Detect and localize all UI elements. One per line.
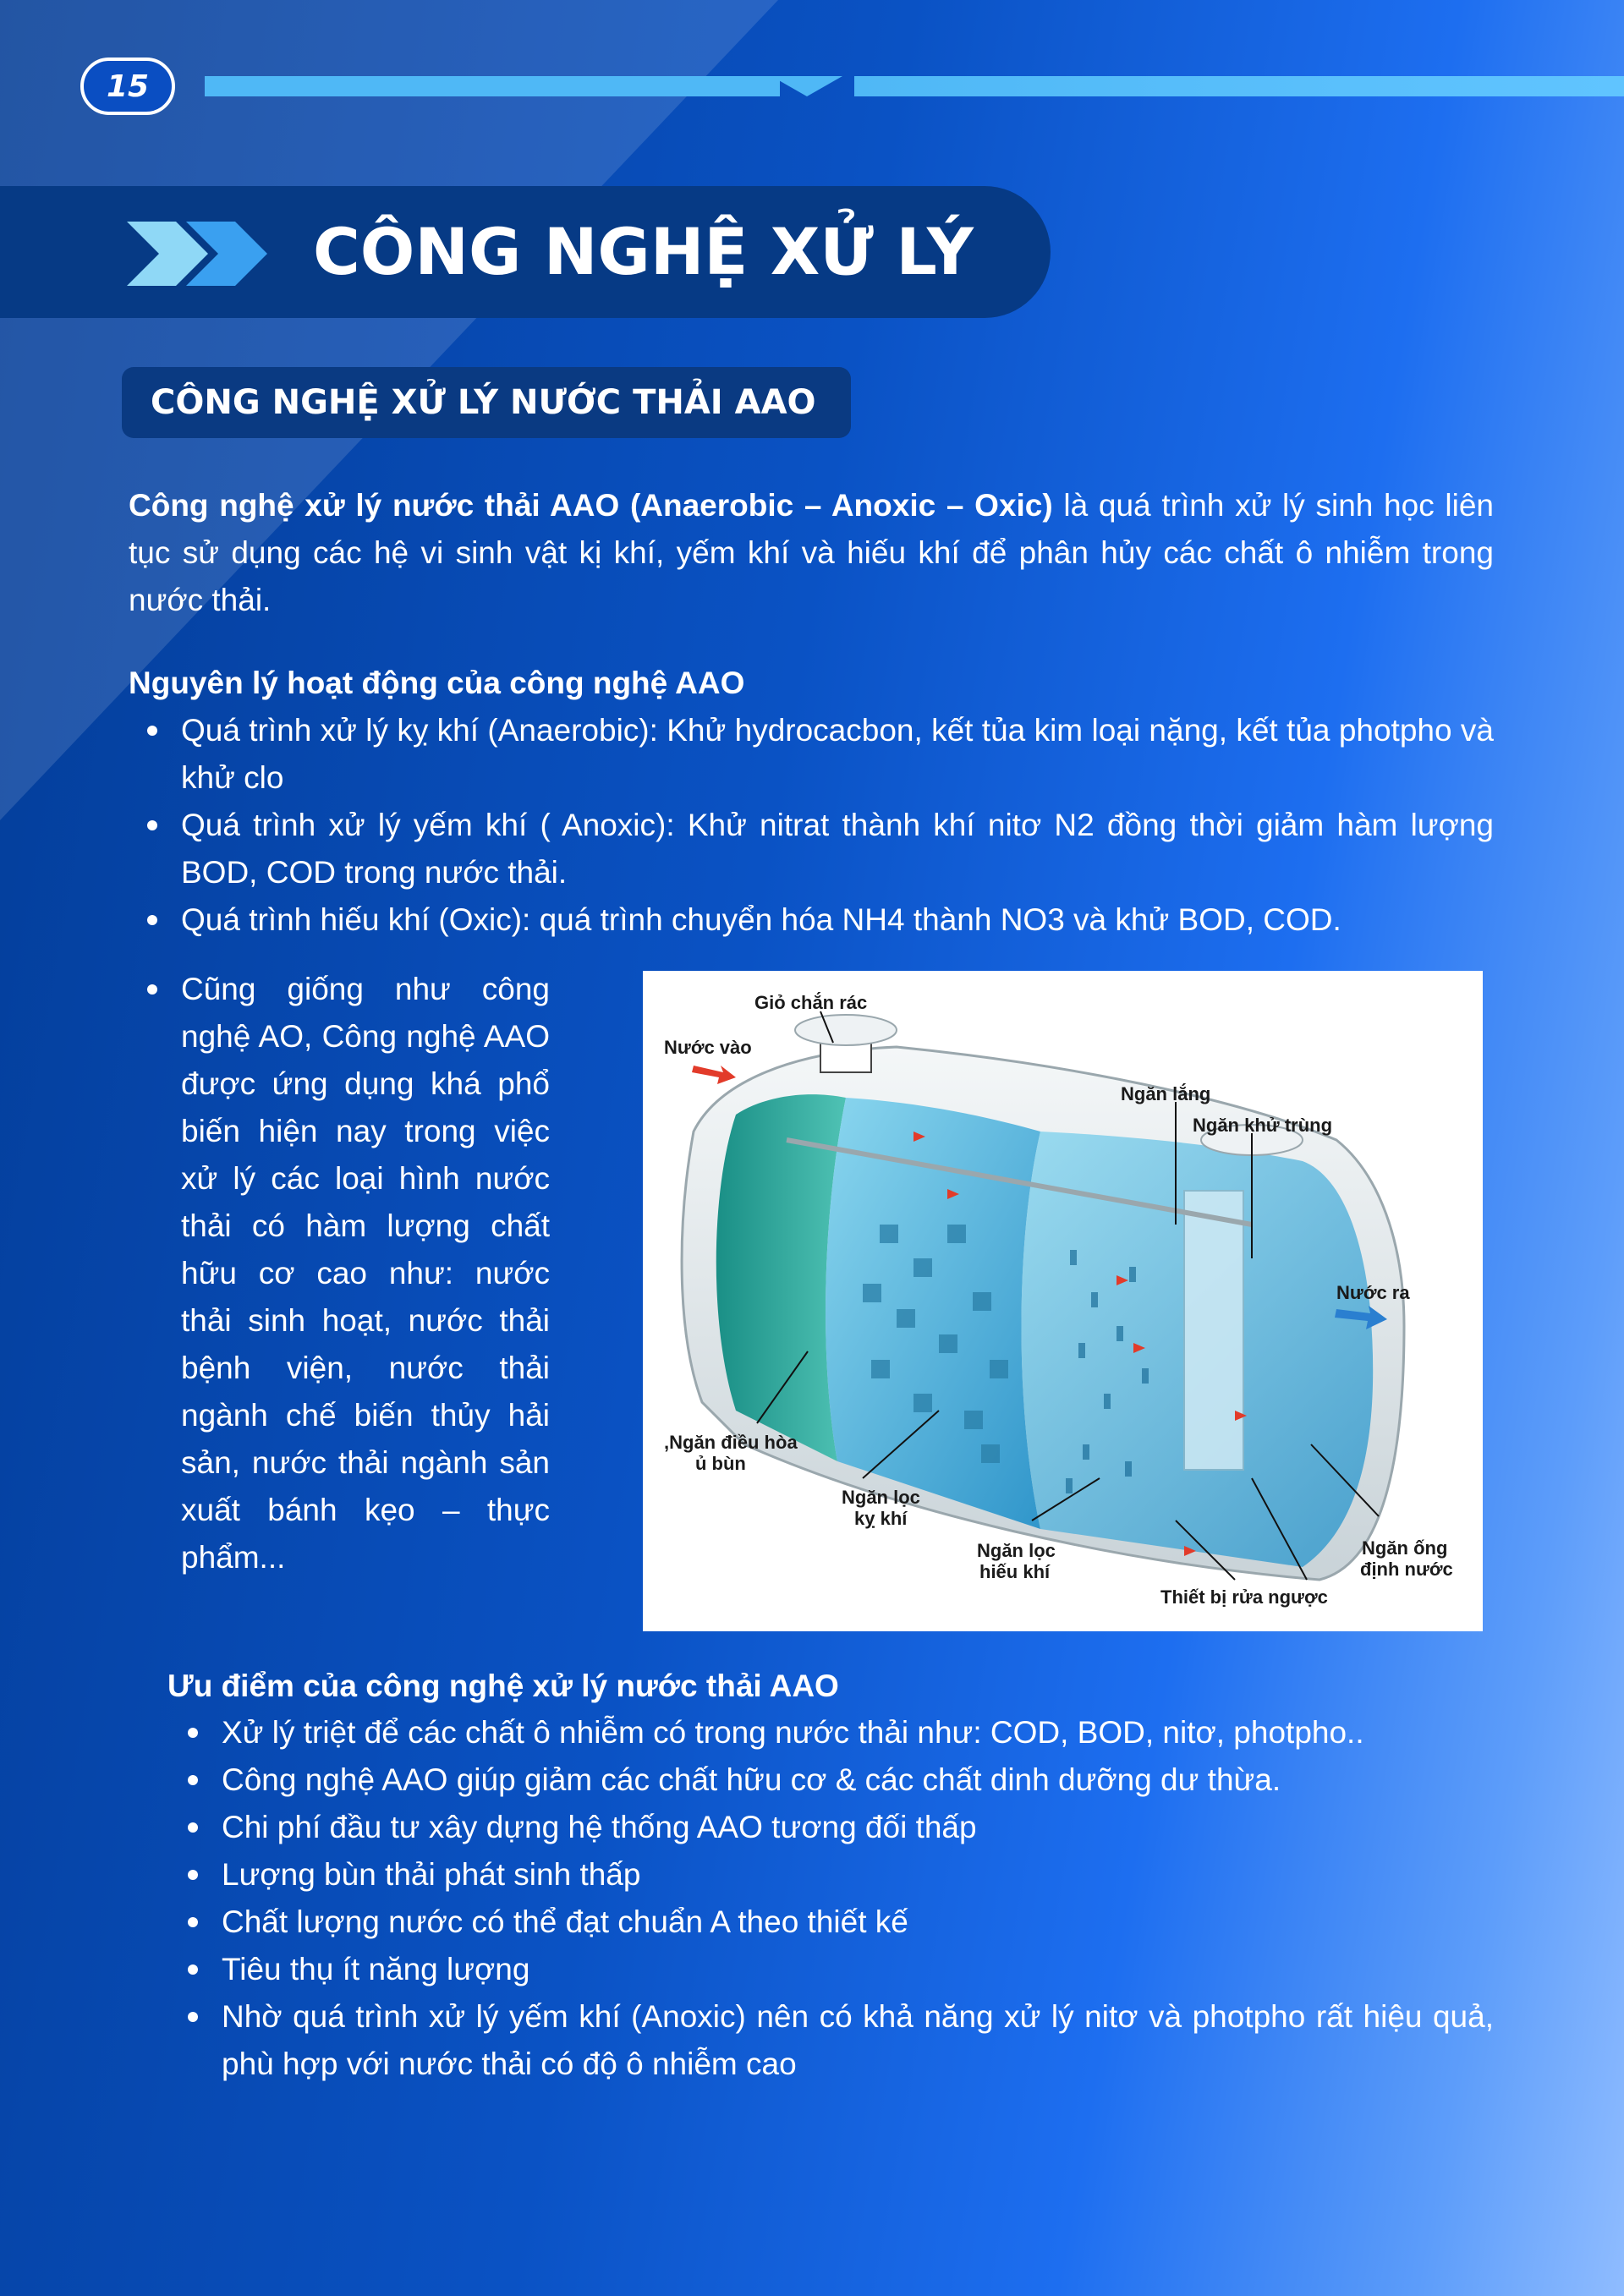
list-item: Tiêu thụ ít năng lượng <box>169 1946 1494 1993</box>
header-accent-notch <box>771 76 842 96</box>
label-dinh-nuoc: định nước <box>1360 1559 1453 1580</box>
label-ngan-lang: Ngăn lắng <box>1121 1083 1211 1104</box>
list-item: Chất lượng nước có thể đạt chuẩn A theo thiết kế <box>169 1899 1494 1946</box>
label-nuoc-ra: Nước ra <box>1336 1282 1410 1303</box>
anoxic-chamber <box>826 1098 1040 1529</box>
label-gio-chan-rac: Giỏ chắn rác <box>754 992 868 1013</box>
list-item: Lượng bùn thải phát sinh thấp <box>169 1851 1494 1899</box>
label-ngan-loc-hieu-khi: Ngăn lọc <box>977 1540 1056 1561</box>
intro-paragraph <box>129 482 1494 624</box>
application-list <box>129 966 550 1581</box>
section-title: CÔNG NGHỆ XỬ LÝ NƯỚC THẢI AAO <box>122 367 851 438</box>
label-ngan-khu-trung: Ngăn khử trùng <box>1193 1115 1333 1136</box>
list-item: Chi phí đầu tư xây dựng hệ thống AAO tương đối thấp <box>169 1804 1494 1851</box>
label-ngan-ong: Ngăn ống <box>1362 1537 1448 1559</box>
label-u-bun: ủ bùn <box>695 1453 746 1474</box>
advantages-heading: Ưu điểm của công nghệ xử lý nước thải AAO <box>167 1669 839 1703</box>
label-thiet-bi-rua-nguoc: Thiết bị rửa ngược <box>1160 1586 1328 1608</box>
page-title: CÔNG NGHỆ XỬ LÝ <box>313 214 974 289</box>
list-item: Quá trình xử lý yếm khí ( Anoxic): Khử nitrat thành khí nitơ N2 đồng thời giảm hàm lượng BOD, COD trong nước thải. <box>129 802 1494 896</box>
list-item: Nhờ quá trình xử lý yếm khí (Anoxic) nên có khả năng xử lý nitơ và photpho rất hiệu quả, phù hợp với nước thải có độ ô nhiễm cao <box>169 1993 1494 2088</box>
principle-list <box>129 707 1494 944</box>
header-accent-bar-right <box>854 76 1624 96</box>
settling-column <box>1184 1191 1243 1470</box>
advantages-list <box>169 1709 1494 2088</box>
page-number: 15 <box>106 68 150 104</box>
double-chevron-icon <box>127 222 279 286</box>
list-item: Quá trình xử lý kỵ khí (Anaerobic): Khử hydrocacbon, kết tủa kim loại nặng, kết tủa photpho và khử clo <box>129 707 1494 802</box>
list-item: Xử lý triệt để các chất ô nhiễm có trong nước thải như: COD, BOD, nitơ, photpho.. <box>169 1709 1494 1756</box>
inflow-arrow <box>692 1066 736 1084</box>
label-ngan-loc-ky-khi: Ngăn lọc <box>842 1487 920 1508</box>
label-nuoc-vao: Nước vào <box>664 1037 752 1058</box>
intro-bold-term: Công nghệ xử lý nước thải AAO (Anaerobic – Anoxic – Oxic) <box>129 488 1053 523</box>
header-accent-bar-left <box>205 76 780 96</box>
aao-tank-diagram <box>643 971 1483 1631</box>
label-hieu-khi: hiếu khí <box>979 1561 1051 1582</box>
principle-heading: Nguyên lý hoạt động của công nghệ AAO <box>129 666 745 700</box>
list-item: Công nghệ AAO giúp giảm các chất hữu cơ & các chất dinh dưỡng dư thừa. <box>169 1756 1494 1804</box>
label-ky-khi: kỵ khí <box>854 1508 908 1529</box>
page-number-badge <box>80 58 175 115</box>
list-item: Quá trình hiếu khí (Oxic): quá trình chuyển hóa NH4 thành NO3 và khử BOD, COD. <box>129 896 1494 944</box>
label-ngan-dieu-hoa: ,Ngăn điều hòa <box>664 1432 798 1453</box>
list-item: Cũng giống như công nghệ AO, Công nghệ AAO được ứng dụng khá phổ biến hiện nay trong việc xử lý các loại hình nước thải có hàm lượng chất hữu cơ cao như: nước thải sinh hoạt, nước thải bệnh viện, nước thải ngành chế biến thủy hải sản, nước thải ngành sản xuất bánh kẹo – thực phẩm... <box>129 966 550 1581</box>
intro-text: là quá trình xử lý sinh học liên tục sử dụng các hệ vi sinh vật kị khí, yếm khí và hiếu khí để phân hủy các chất ô nhiễm trong nước thải. <box>129 488 1495 617</box>
